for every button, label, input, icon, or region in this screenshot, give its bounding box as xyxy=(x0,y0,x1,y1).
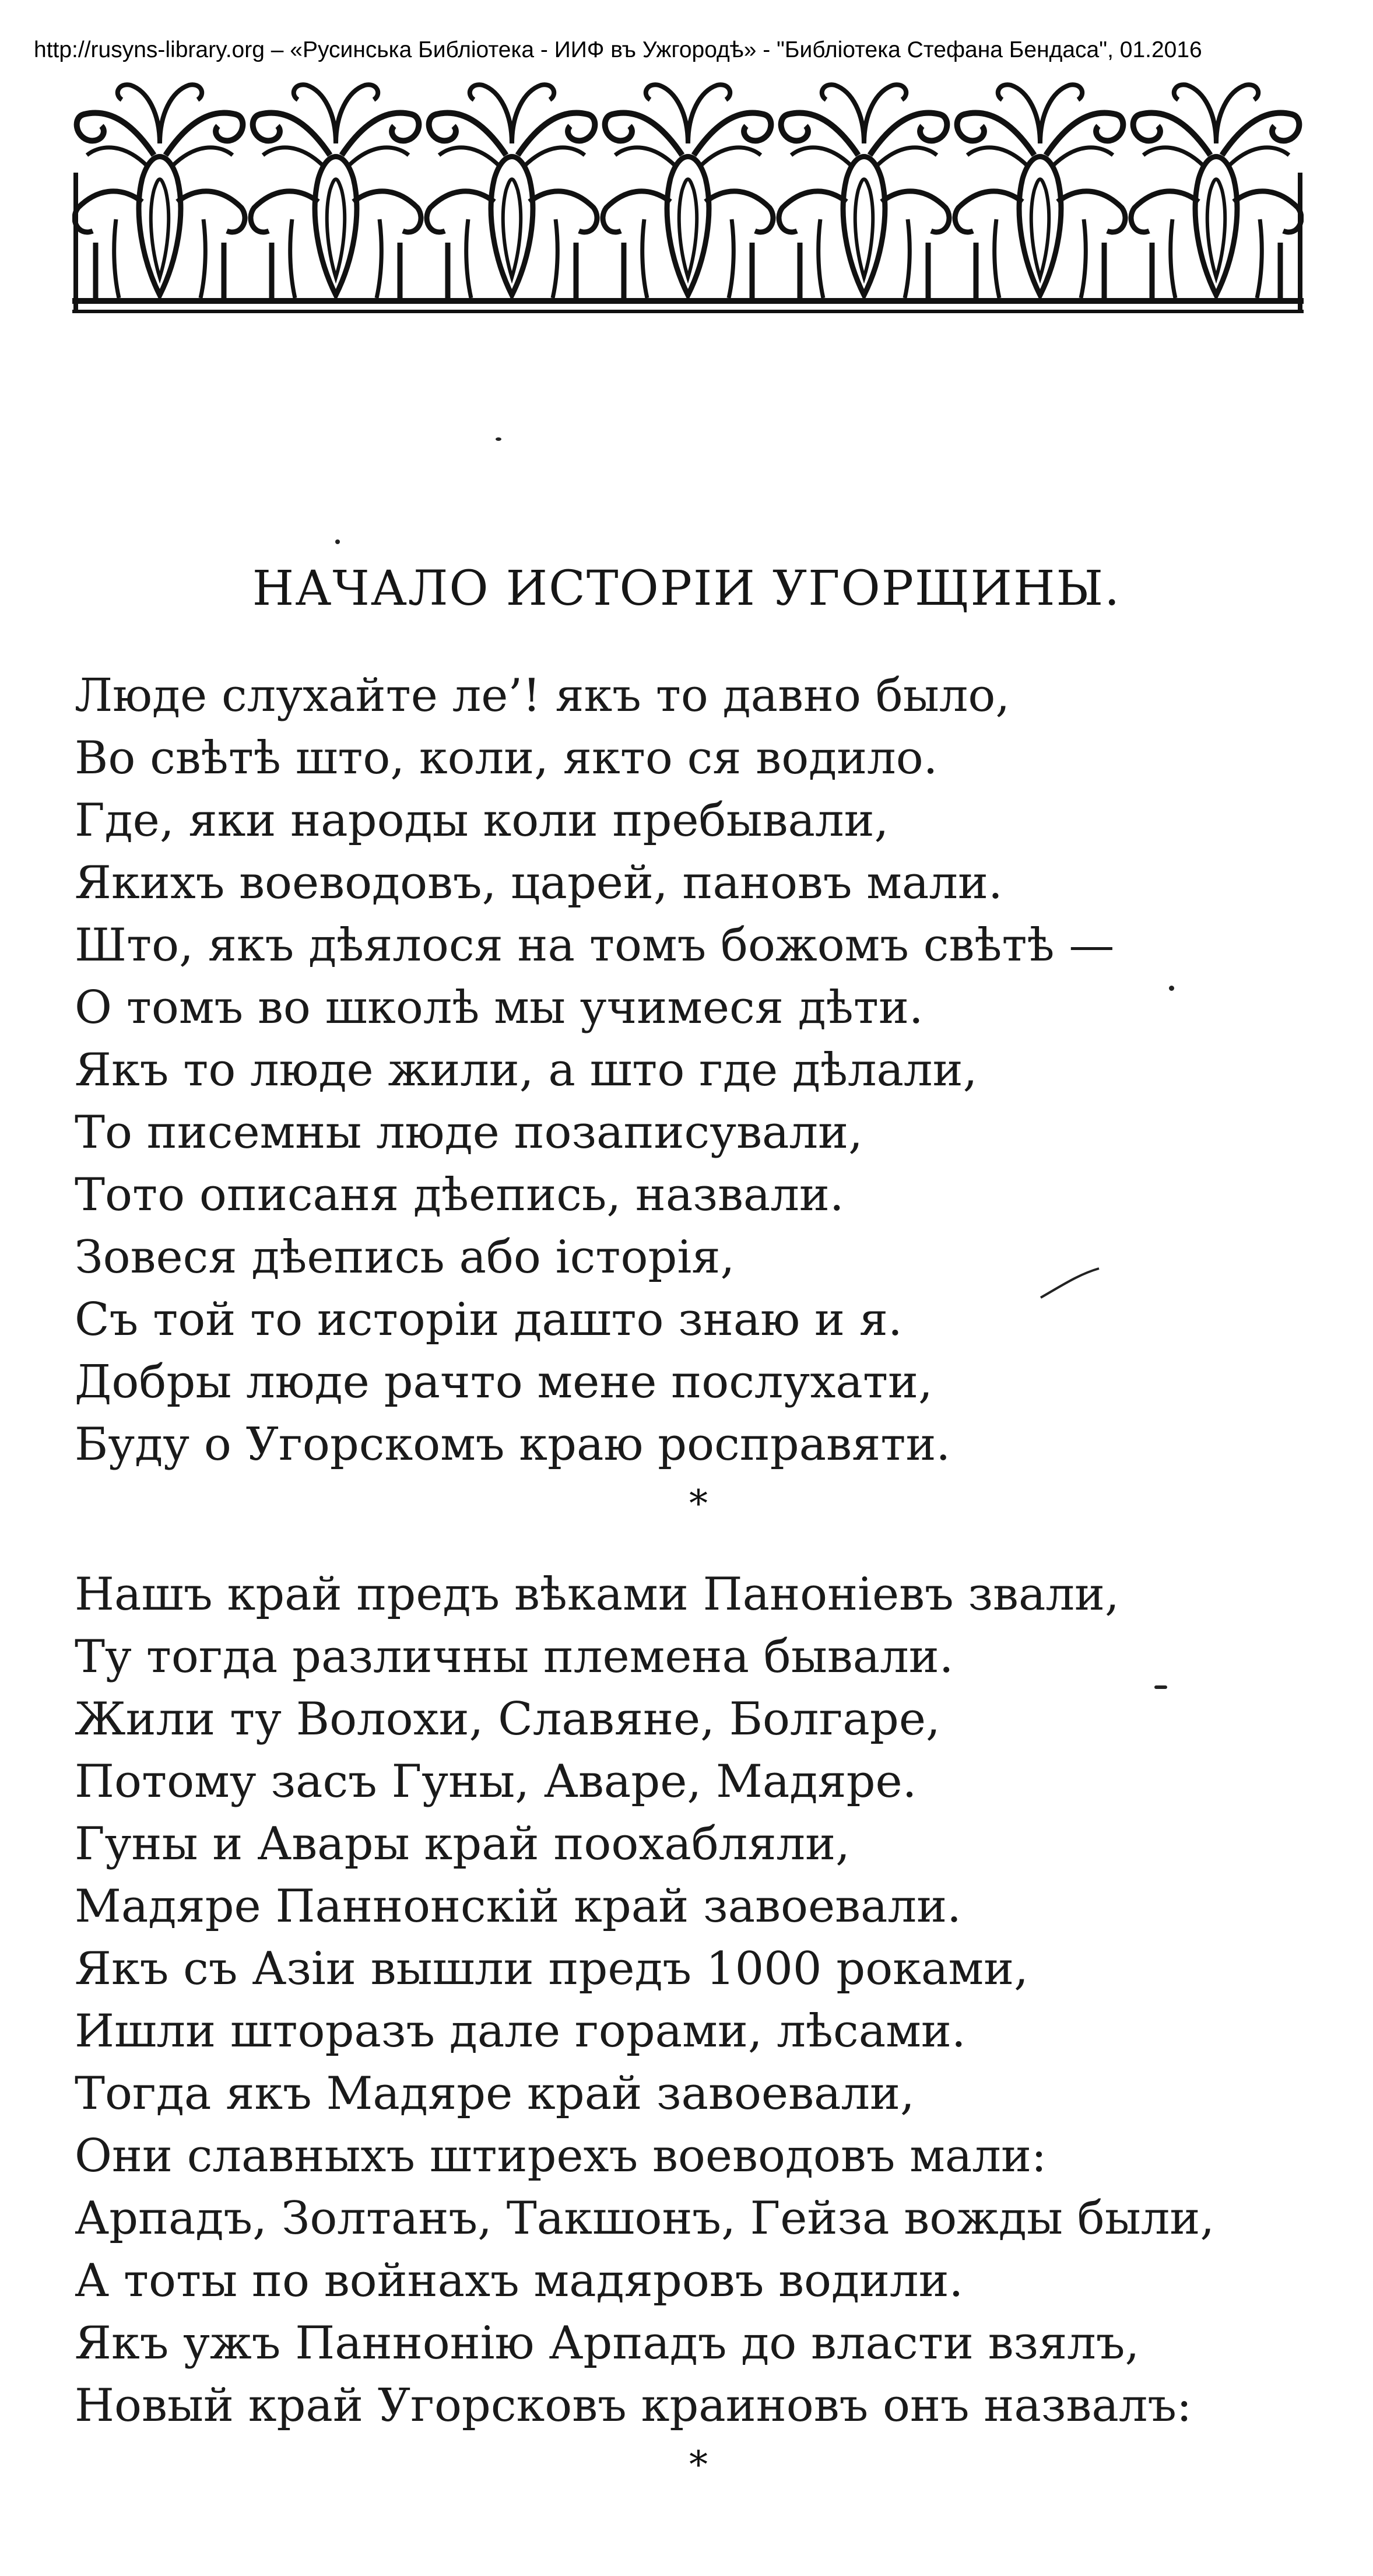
scan-speck xyxy=(1154,1685,1167,1689)
poem-body xyxy=(75,665,1299,2501)
verse-line: А тоты по войнахъ мадяровъ водили. xyxy=(75,2255,964,2307)
scan-speck xyxy=(335,539,340,544)
stanza-2 xyxy=(75,1564,1299,2501)
page-title: НАЧАЛО ИСТОРІИ УГОРЩИНЫ. xyxy=(252,561,1121,616)
verse-line: Жили ту Волохи, Славяне, Болгаре, xyxy=(75,1693,940,1746)
scan-speck xyxy=(496,437,501,441)
verse-line: Зовеся дѣепись або історія, xyxy=(75,1231,735,1284)
verse-line: Тото описаня дѣепись, назвали. xyxy=(75,1169,844,1221)
verse-line: Мадяре Паннонскій край завоевали. xyxy=(75,1880,961,1933)
verse-line: Гуны и Авары край поохабляли, xyxy=(75,1818,850,1870)
source-header: http://rusyns-library.org – «Русинська Библіотека - ИИФ въ Ужгородѣ» - "Библіотека Стефана Бендаса", 01.2016 xyxy=(34,37,1202,62)
stanza-separator: * xyxy=(689,2444,708,2487)
verse-line: Што, якъ дѣялося на томъ божомъ свѣтѣ — xyxy=(75,919,1115,972)
verse-line: Ту тогда различны племена бывали. xyxy=(75,1631,954,1683)
verse-line: Ишли шторазъ дале горами, лѣсами. xyxy=(75,2005,966,2058)
verse-line: Арпадъ, Золтанъ, Такшонъ, Гейза вожды были, xyxy=(75,2192,1215,2245)
verse-line: Съ той то исторіи дашто знаю и я. xyxy=(75,1294,903,1346)
verse-line: Нашъ край предъ вѣками Панонiевъ звали, xyxy=(75,1568,1119,1621)
verse-line: Тогда якъ Мадяре край завоевали, xyxy=(75,2067,915,2120)
verse-line: Якихъ воеводовъ, царей, пановъ мали. xyxy=(75,857,1003,909)
verse-line: Новый край Угорсковъ краиновъ онъ назвалъ: xyxy=(75,2379,1192,2432)
verse-line: Они славныхъ штирехъ воеводовъ мали: xyxy=(75,2130,1047,2182)
stanza-1 xyxy=(75,665,1299,1564)
verse-line: Якъ ужъ Паннонію Арпадъ до власти взялъ, xyxy=(75,2317,1140,2370)
verse-line: Где, яки народы коли пребывали, xyxy=(75,794,889,847)
verse-line: Буду о Угорскомъ краю росправяти. xyxy=(75,1418,951,1471)
verse-line: То писемны люде позаписували, xyxy=(75,1106,863,1159)
verse-line: Во свѣтѣ што, коли, якто ся водило. xyxy=(75,732,938,784)
verse-line: О томъ во школѣ мы учимеся дѣти. xyxy=(75,982,923,1034)
verse-line: Якъ то люде жили, а што где дѣлали, xyxy=(75,1044,978,1096)
floral-ornament-border xyxy=(72,68,1304,318)
verse-line: Люде слухайте ле’! якъ то давно было, xyxy=(75,670,1010,722)
verse-line: Якъ съ Азіи вышли предъ 1000 роками, xyxy=(75,1943,1028,1995)
stanza-separator: * xyxy=(689,1482,708,1526)
verse-line: Потому засъ Гуны, Аваре, Мадяре. xyxy=(75,1755,917,1808)
verse-line: Добры люде рачто мене послухати, xyxy=(75,1356,933,1408)
scan-speck xyxy=(1169,986,1174,991)
scan-stroke xyxy=(1038,1266,1102,1301)
